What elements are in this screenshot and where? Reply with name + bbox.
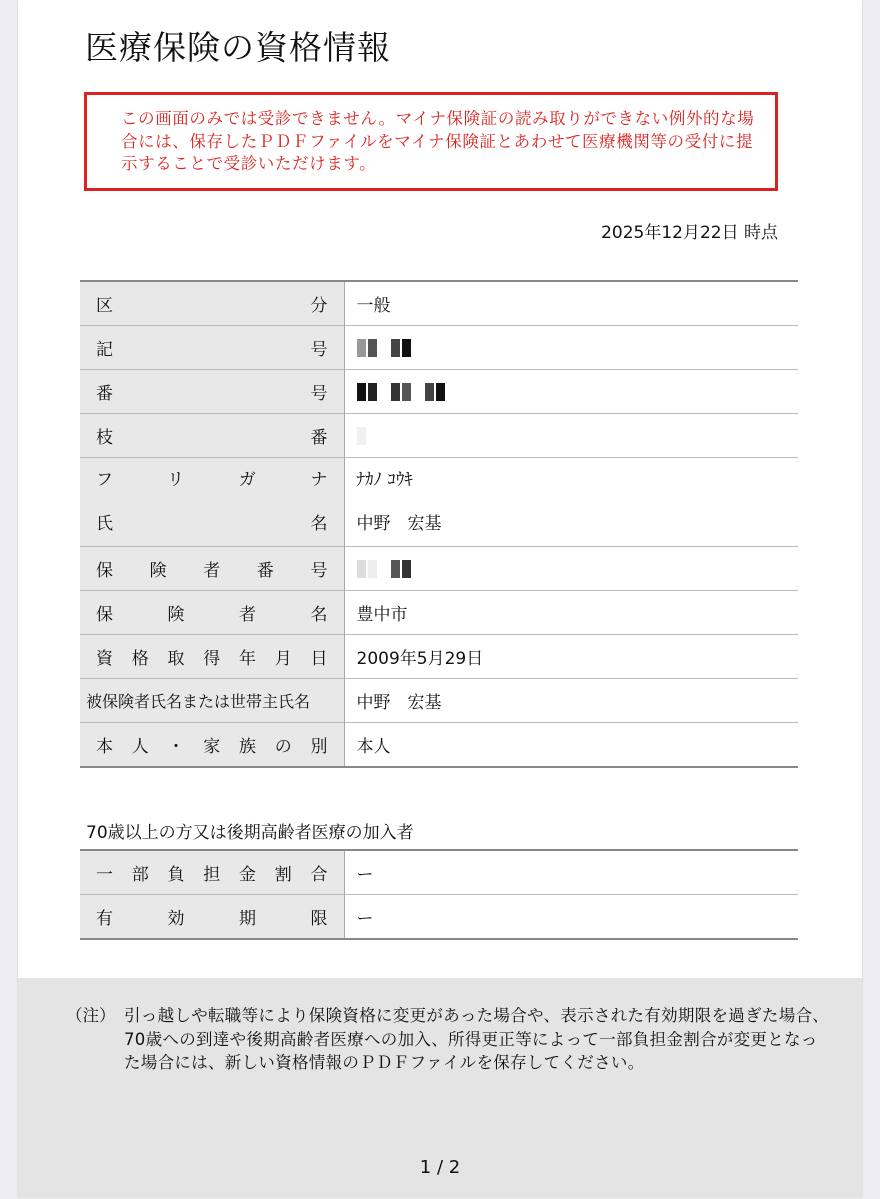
- warning-notice: [84, 92, 778, 191]
- label-cell: [80, 281, 344, 326]
- qualification-table: [80, 280, 798, 768]
- table-row: [80, 850, 798, 895]
- table-row: [80, 281, 798, 326]
- label-cell: [80, 370, 344, 414]
- label-cell: [80, 723, 344, 768]
- row-value: ー: [356, 865, 374, 885]
- note-mark: （注）: [66, 1006, 116, 1025]
- value-cell: [344, 281, 798, 326]
- table-row: [80, 370, 798, 414]
- label-cell: [80, 547, 344, 591]
- table-row: [80, 723, 798, 768]
- pdf-page: [18, 0, 862, 1197]
- table-row: [80, 679, 798, 723]
- redacted-value: [357, 383, 445, 401]
- redacted-value: [357, 560, 411, 578]
- elderly-table: [80, 849, 798, 940]
- redacted-value: [357, 339, 411, 357]
- table-row: [80, 591, 798, 635]
- row-value: ﾅｶﾉ ｺｳｷ: [356, 470, 413, 490]
- value-cell: [344, 370, 798, 414]
- row-label: 有効期限: [96, 909, 328, 929]
- row-value: 中野 宏基: [356, 693, 442, 713]
- value-cell: [344, 547, 798, 591]
- row-label: 区分: [96, 296, 328, 316]
- page-indicator: 1 / 2: [419, 1157, 461, 1178]
- note: [66, 1004, 834, 1075]
- row-label: 記号: [96, 340, 328, 360]
- table-row: [80, 458, 798, 547]
- label-cell: [80, 850, 344, 895]
- warning-text: この画面のみでは受診できません。マイナ保険証の読み取りができない例外的な場合には、保存したＰＤＦファイルをマイナ保険証とあわせて医療機関等の受付に提示することで受診いただけます。: [121, 109, 755, 173]
- row-label: 資格取得年月日: [96, 649, 328, 669]
- value-cell: [344, 679, 798, 723]
- label-cell: [80, 414, 344, 458]
- value-cell: [344, 591, 798, 635]
- page-title: 医療保険の資格情報: [85, 28, 391, 67]
- row-label: 一部負担金割合: [96, 865, 328, 885]
- row-label: フリガナ: [96, 470, 328, 490]
- row-label: 番号: [96, 384, 328, 404]
- row-label: 氏名: [96, 514, 328, 534]
- table-row: [80, 895, 798, 940]
- label-cell: [80, 635, 344, 679]
- row-value: ー: [356, 909, 374, 929]
- row-value: 2009年5月29日: [356, 649, 484, 669]
- label-cell: [80, 679, 344, 723]
- table-row: [80, 326, 798, 370]
- row-value: 本人: [356, 737, 391, 757]
- value-cell: [344, 458, 798, 547]
- redacted-value: [357, 427, 366, 445]
- row-label: 本人・家族の別: [96, 737, 328, 757]
- as-of-date: 2025年12月22日 時点: [601, 223, 778, 243]
- row-label: 保険者名: [96, 605, 328, 625]
- row-label: 枝番: [96, 428, 328, 448]
- value-cell: [344, 850, 798, 895]
- value-cell: [344, 723, 798, 768]
- note-text: 引っ越しや転職等により保険資格に変更があった場合や、表示された有効期限を過ぎた場合、70歳への到達や後期高齢者医療への加入、所得更正等によって一部負担金割合が変更となった場合には、新しい資格情報のＰＤＦファイルを保存してください。: [124, 1006, 830, 1072]
- row-value: 一般: [356, 296, 391, 316]
- table-row: [80, 635, 798, 679]
- row-value: 豊中市: [356, 605, 408, 625]
- value-cell: [344, 895, 798, 940]
- value-cell: [344, 414, 798, 458]
- label-cell: [80, 326, 344, 370]
- label-cell: [80, 458, 344, 547]
- row-label: 被保険者氏名または世帯主氏名: [86, 692, 311, 711]
- table-row: [80, 414, 798, 458]
- value-cell: [344, 635, 798, 679]
- table-row: [80, 547, 798, 591]
- label-cell: [80, 591, 344, 635]
- row-label: 保険者番号: [96, 561, 328, 581]
- row-value: 中野 宏基: [356, 514, 442, 534]
- value-cell: [344, 326, 798, 370]
- elderly-section-heading: 70歳以上の方又は後期高齢者医療の加入者: [86, 823, 414, 843]
- label-cell: [80, 895, 344, 940]
